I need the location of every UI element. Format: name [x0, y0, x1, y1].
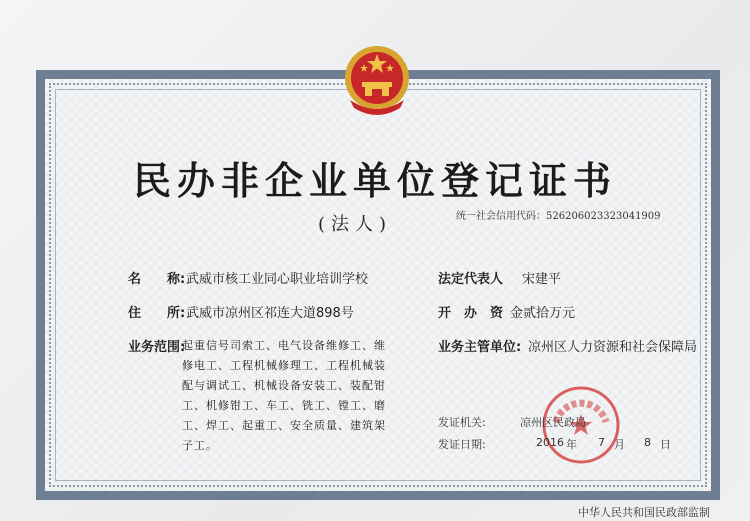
issue-date-label: 发证日期:	[438, 438, 486, 451]
business-scope-line: 起重信号司索工、电气设备维修工、维	[182, 339, 386, 352]
name-label: 名 称:	[128, 272, 186, 287]
legal-rep-label: 法定代表人	[438, 272, 504, 287]
credit-code-value: 526206023323041909	[546, 211, 661, 222]
legal-rep-value: 宋建平	[522, 272, 562, 287]
business-scope	[182, 336, 392, 456]
issuer-value: 凉州区民政局	[520, 416, 586, 429]
certificate-title: 民办非企业单位登记证书	[132, 159, 617, 203]
business-scope-line: 工、机修钳工、车工、铣工、镗工、磨	[182, 399, 386, 412]
business-scope-line: 配与调试工、机械设备安装工、装配钳	[182, 379, 386, 392]
business-scope-line: 工、焊工、起重工、安全质量、建筑架	[182, 419, 386, 432]
issue-date-year: 2016	[536, 436, 564, 449]
business-scope-label: 业务范围:	[128, 340, 186, 355]
supervisor-label: 业务主管单位:	[438, 340, 522, 355]
credit-code-label: 统一社会信用代码：	[456, 211, 546, 222]
business-scope-line: 修电工、工程机械修理工、工程机械装	[182, 359, 386, 372]
capital-value: 金贰拾万元	[510, 306, 576, 321]
issue-date-year-unit: 年	[566, 438, 577, 451]
footer-producer: 中华人民共和国民政部监制	[578, 506, 710, 519]
issue-date-day: 8	[644, 436, 651, 449]
supervisor-value: 凉州区人力资源和社会保障局	[528, 340, 698, 355]
credit-code	[456, 207, 661, 222]
national-emblem-icon	[342, 40, 412, 124]
issue-date-month: 7	[598, 436, 605, 449]
issuer-label: 发证机关:	[438, 416, 486, 429]
address-value: 武威市凉州区祁连大道898号	[186, 306, 354, 321]
business-scope-line: 子工。	[182, 439, 218, 452]
capital-label: 开 办 资	[438, 306, 504, 321]
issue-date-month-unit: 月	[614, 438, 625, 451]
certificate-subtitle: (法人)	[318, 214, 393, 235]
name-value: 武威市核工业同心职业培训学校	[186, 272, 369, 287]
address-label: 住 所:	[128, 306, 186, 321]
issue-date-day-unit: 日	[660, 438, 671, 451]
